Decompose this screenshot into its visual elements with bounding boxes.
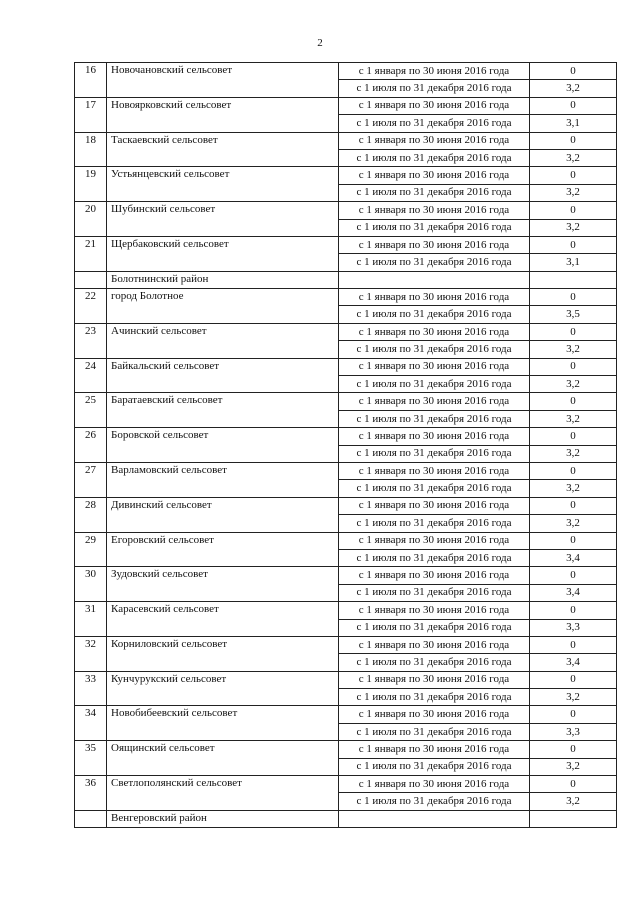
period-second-half: с 1 июля по 31 декабря 2016 года — [339, 480, 530, 497]
value-cell — [530, 810, 617, 827]
row-number: 35 — [75, 741, 107, 776]
period-second-half: с 1 июля по 31 декабря 2016 года — [339, 793, 530, 810]
table-row — [75, 462, 617, 479]
value-second-half: 3,2 — [530, 689, 617, 706]
period-first-half: с 1 января по 30 июня 2016 года — [339, 167, 530, 184]
period-cell — [339, 271, 530, 288]
row-number: 29 — [75, 532, 107, 567]
settlement-name: Новобибеевский сельсовет — [107, 706, 339, 741]
row-number: 33 — [75, 671, 107, 706]
value-second-half: 3,2 — [530, 219, 617, 236]
value-second-half: 3,1 — [530, 115, 617, 132]
row-number-cell — [75, 810, 107, 827]
table-row — [75, 202, 617, 219]
row-number: 22 — [75, 289, 107, 324]
row-number: 31 — [75, 602, 107, 637]
period-second-half: с 1 июля по 31 декабря 2016 года — [339, 445, 530, 462]
row-number: 36 — [75, 776, 107, 811]
settlement-name: Ачинский сельсовет — [107, 323, 339, 358]
value-second-half: 3,2 — [530, 410, 617, 427]
table-row — [75, 323, 617, 340]
period-second-half: с 1 июля по 31 декабря 2016 года — [339, 80, 530, 97]
settlement-name: Дивинский сельсовет — [107, 497, 339, 532]
period-first-half: с 1 января по 30 июня 2016 года — [339, 636, 530, 653]
period-second-half: с 1 июля по 31 декабря 2016 года — [339, 376, 530, 393]
period-first-half: с 1 января по 30 июня 2016 года — [339, 323, 530, 340]
value-first-half: 0 — [530, 532, 617, 549]
row-number: 26 — [75, 428, 107, 463]
table-row — [75, 706, 617, 723]
settlement-name: Боровской сельсовет — [107, 428, 339, 463]
value-first-half: 0 — [530, 167, 617, 184]
period-first-half: с 1 января по 30 июня 2016 года — [339, 202, 530, 219]
period-first-half: с 1 января по 30 июня 2016 года — [339, 776, 530, 793]
period-first-half: с 1 января по 30 июня 2016 года — [339, 532, 530, 549]
row-number: 32 — [75, 636, 107, 671]
table-row — [75, 167, 617, 184]
period-second-half: с 1 июля по 31 декабря 2016 года — [339, 758, 530, 775]
value-second-half: 3,2 — [530, 758, 617, 775]
value-second-half: 3,2 — [530, 376, 617, 393]
period-first-half: с 1 января по 30 июня 2016 года — [339, 428, 530, 445]
value-second-half: 3,4 — [530, 549, 617, 566]
period-second-half: с 1 июля по 31 декабря 2016 года — [339, 254, 530, 271]
row-number: 20 — [75, 202, 107, 237]
value-second-half: 3,2 — [530, 341, 617, 358]
table-row — [75, 236, 617, 253]
settlement-name: Байкальский сельсовет — [107, 358, 339, 393]
settlement-name: Новоярковский сельсовет — [107, 97, 339, 132]
settlement-name: Карасевский сельсовет — [107, 602, 339, 637]
period-second-half: с 1 июля по 31 декабря 2016 года — [339, 149, 530, 166]
period-second-half: с 1 июля по 31 декабря 2016 года — [339, 219, 530, 236]
row-number: 17 — [75, 97, 107, 132]
period-first-half: с 1 января по 30 июня 2016 года — [339, 741, 530, 758]
settlement-name: Щербаковский сельсовет — [107, 236, 339, 271]
row-number: 25 — [75, 393, 107, 428]
settlement-name: Оящинский сельсовет — [107, 741, 339, 776]
settlement-name: Варламовский сельсовет — [107, 462, 339, 497]
value-first-half: 0 — [530, 776, 617, 793]
period-first-half: с 1 января по 30 июня 2016 года — [339, 602, 530, 619]
period-cell — [339, 810, 530, 827]
value-first-half: 0 — [530, 706, 617, 723]
value-first-half: 0 — [530, 602, 617, 619]
row-number: 19 — [75, 167, 107, 202]
value-second-half: 3,3 — [530, 723, 617, 740]
table-row — [75, 428, 617, 445]
period-second-half: с 1 июля по 31 декабря 2016 года — [339, 549, 530, 566]
settlement-name: Таскаевский сельсовет — [107, 132, 339, 167]
district-name: Болотнинский район — [107, 271, 339, 288]
period-first-half: с 1 января по 30 июня 2016 года — [339, 462, 530, 479]
period-first-half: с 1 января по 30 июня 2016 года — [339, 236, 530, 253]
district-row — [75, 271, 617, 288]
period-second-half: с 1 июля по 31 декабря 2016 года — [339, 619, 530, 636]
settlement-name: город Болотное — [107, 289, 339, 324]
row-number: 24 — [75, 358, 107, 393]
value-second-half: 3,2 — [530, 184, 617, 201]
table-row — [75, 532, 617, 549]
table-row — [75, 776, 617, 793]
value-first-half: 0 — [530, 497, 617, 514]
value-second-half: 3,4 — [530, 584, 617, 601]
row-number: 27 — [75, 462, 107, 497]
value-first-half: 0 — [530, 202, 617, 219]
row-number: 16 — [75, 63, 107, 98]
value-second-half: 3,2 — [530, 445, 617, 462]
row-number: 28 — [75, 497, 107, 532]
period-first-half: с 1 января по 30 июня 2016 года — [339, 63, 530, 80]
table-row — [75, 63, 617, 80]
value-second-half: 3,1 — [530, 254, 617, 271]
table-row — [75, 289, 617, 306]
period-first-half: с 1 января по 30 июня 2016 года — [339, 289, 530, 306]
value-first-half: 0 — [530, 97, 617, 114]
page-number: 2 — [317, 37, 323, 49]
row-number-cell — [75, 271, 107, 288]
period-second-half: с 1 июля по 31 декабря 2016 года — [339, 584, 530, 601]
value-second-half: 3,2 — [530, 149, 617, 166]
value-second-half: 3,2 — [530, 515, 617, 532]
period-first-half: с 1 января по 30 июня 2016 года — [339, 132, 530, 149]
settlement-name: Светлополянский сельсовет — [107, 776, 339, 811]
value-second-half: 3,3 — [530, 619, 617, 636]
period-second-half: с 1 июля по 31 декабря 2016 года — [339, 654, 530, 671]
period-second-half: с 1 июля по 31 декабря 2016 года — [339, 306, 530, 323]
value-first-half: 0 — [530, 63, 617, 80]
period-second-half: с 1 июля по 31 декабря 2016 года — [339, 515, 530, 532]
table-row — [75, 741, 617, 758]
row-number: 21 — [75, 236, 107, 271]
row-number: 30 — [75, 567, 107, 602]
period-first-half: с 1 января по 30 июня 2016 года — [339, 358, 530, 375]
period-second-half: с 1 июля по 31 декабря 2016 года — [339, 341, 530, 358]
period-first-half: с 1 января по 30 июня 2016 года — [339, 671, 530, 688]
tariff-table — [74, 62, 617, 828]
period-second-half: с 1 июля по 31 декабря 2016 года — [339, 723, 530, 740]
table-row — [75, 636, 617, 653]
settlement-name: Новочановский сельсовет — [107, 63, 339, 98]
value-first-half: 0 — [530, 428, 617, 445]
district-name: Венгеровский район — [107, 810, 339, 827]
value-first-half: 0 — [530, 567, 617, 584]
period-first-half: с 1 января по 30 июня 2016 года — [339, 393, 530, 410]
value-second-half: 3,2 — [530, 480, 617, 497]
value-first-half: 0 — [530, 671, 617, 688]
period-second-half: с 1 июля по 31 декабря 2016 года — [339, 410, 530, 427]
value-first-half: 0 — [530, 132, 617, 149]
table-row — [75, 567, 617, 584]
period-first-half: с 1 января по 30 июня 2016 года — [339, 567, 530, 584]
value-first-half: 0 — [530, 236, 617, 253]
value-second-half: 3,2 — [530, 793, 617, 810]
settlement-name: Кунчурукский сельсовет — [107, 671, 339, 706]
period-second-half: с 1 июля по 31 декабря 2016 года — [339, 115, 530, 132]
period-first-half: с 1 января по 30 июня 2016 года — [339, 497, 530, 514]
value-second-half: 3,2 — [530, 80, 617, 97]
value-second-half: 3,5 — [530, 306, 617, 323]
value-first-half: 0 — [530, 741, 617, 758]
period-second-half: с 1 июля по 31 декабря 2016 года — [339, 184, 530, 201]
table-row — [75, 97, 617, 114]
row-number: 18 — [75, 132, 107, 167]
settlement-name: Егоровский сельсовет — [107, 532, 339, 567]
value-second-half: 3,4 — [530, 654, 617, 671]
table-row — [75, 132, 617, 149]
table-row — [75, 671, 617, 688]
row-number: 23 — [75, 323, 107, 358]
settlement-name: Шубинский сельсовет — [107, 202, 339, 237]
settlement-name: Зудовский сельсовет — [107, 567, 339, 602]
settlement-name: Устьянцевский сельсовет — [107, 167, 339, 202]
value-first-half: 0 — [530, 289, 617, 306]
table-row — [75, 602, 617, 619]
value-first-half: 0 — [530, 358, 617, 375]
value-first-half: 0 — [530, 636, 617, 653]
period-first-half: с 1 января по 30 июня 2016 года — [339, 97, 530, 114]
district-row — [75, 810, 617, 827]
settlement-name: Баратаевский сельсовет — [107, 393, 339, 428]
table-row — [75, 393, 617, 410]
period-first-half: с 1 января по 30 июня 2016 года — [339, 706, 530, 723]
table-row — [75, 358, 617, 375]
table-row — [75, 497, 617, 514]
row-number: 34 — [75, 706, 107, 741]
value-cell — [530, 271, 617, 288]
settlement-name: Корниловский сельсовет — [107, 636, 339, 671]
value-first-half: 0 — [530, 323, 617, 340]
period-second-half: с 1 июля по 31 декабря 2016 года — [339, 689, 530, 706]
value-first-half: 0 — [530, 462, 617, 479]
value-first-half: 0 — [530, 393, 617, 410]
